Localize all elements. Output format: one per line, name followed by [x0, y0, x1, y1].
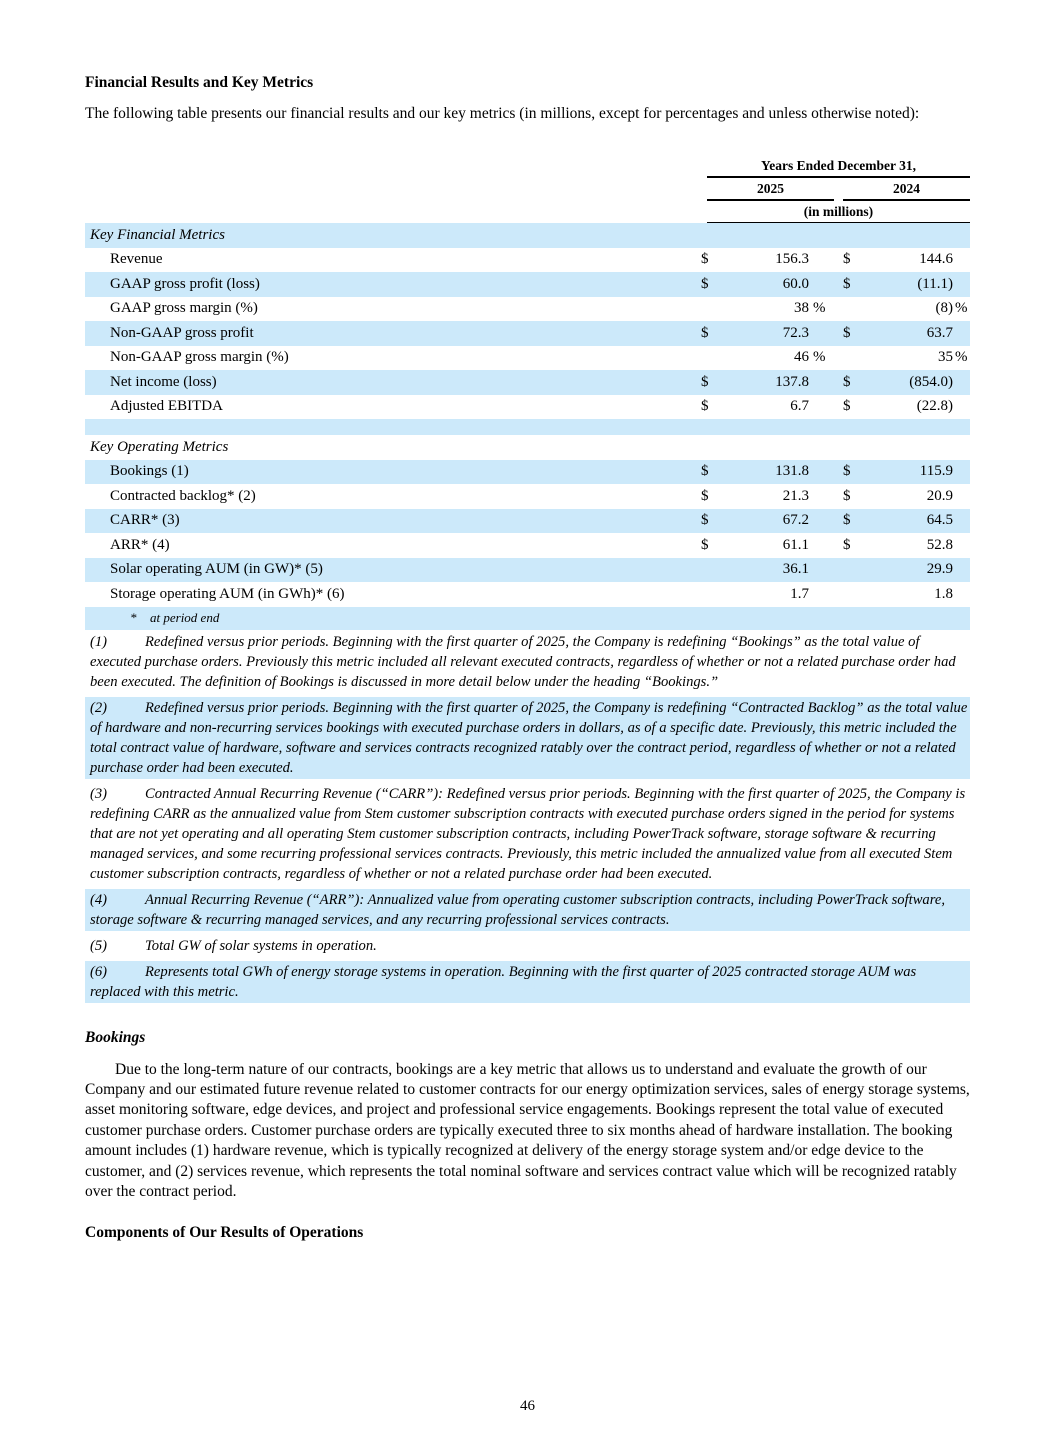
table-row	[85, 321, 970, 346]
row-label: Net income (loss)	[110, 373, 217, 390]
row-label: Revenue	[110, 251, 163, 268]
dollar-sign-2025: $	[701, 324, 709, 341]
row-label: Key Financial Metrics	[90, 226, 225, 243]
table-row	[85, 297, 970, 322]
footnote-asterisk: *	[130, 610, 137, 625]
value-2024: (22.8)	[916, 398, 953, 415]
dollar-sign-2024: $	[843, 536, 851, 553]
value-2025: 1.7	[790, 585, 809, 602]
footnote-number: (6)	[90, 963, 108, 980]
percent-sign-2024: %	[955, 300, 968, 317]
section-heading-bookings: Bookings	[85, 1028, 146, 1046]
dollar-sign-2025: $	[701, 536, 709, 553]
percent-sign-2024: %	[955, 349, 968, 366]
value-2024: (854.0)	[909, 373, 953, 390]
value-2024: 1.8	[934, 585, 953, 602]
footnote-text: Total GW of solar systems in operation.	[145, 937, 377, 954]
table-section-row	[85, 223, 970, 248]
dollar-sign-2025: $	[701, 398, 709, 415]
table-header	[707, 158, 970, 223]
dollar-sign-2025: $	[701, 373, 709, 390]
footnote-5	[85, 935, 970, 957]
table-row	[85, 582, 970, 607]
value-2025: 38	[794, 300, 809, 317]
value-2024: 52.8	[926, 536, 953, 553]
table-row	[85, 533, 970, 558]
row-label: Non-GAAP gross profit	[110, 324, 254, 341]
row-label: Storage operating AUM (in GWh)* (6)	[110, 585, 345, 602]
value-2025: 156.3	[775, 251, 809, 268]
footnote-text: Contracted Annual Recurring Revenue (“CARR”): Redefined versus prior periods. Beginning with the first quarter of 2025, the Company is redefining CARR as the annualized value from Stem customer subscription contracts with executed purchase orders signed in the period for systems that are not yet operating and all operating Stem customer subscription contracts, including PowerTrack software, storage software & recurring managed services, and some recurring professional services contracts. Previously, this metric included the annualized value from all executed Stem customer subscription contracts, regardless of whether or not a related purchase order had been executed.	[90, 785, 966, 882]
row-label: ARR* (4)	[110, 536, 170, 553]
row-label: Adjusted EBITDA	[110, 398, 223, 415]
row-label: GAAP gross profit (loss)	[110, 275, 260, 292]
footnote-number: (1)	[90, 633, 108, 650]
footnote-text: Represents total GWh of energy storage systems in operation. Beginning with the first quarter of 2025 contracted storage AUM was replaced with this metric.	[90, 963, 917, 1000]
section-heading-financial-results: Financial Results and Key Metrics	[85, 74, 314, 91]
document-page	[0, 74, 1055, 1414]
table-header-years-ended: Years Ended December 31,	[707, 158, 970, 178]
row-label: Bookings (1)	[110, 463, 189, 480]
footnote-6	[85, 961, 970, 1003]
footnote-3	[85, 783, 970, 885]
table-spacer-row	[85, 419, 970, 435]
footnote-number: (3)	[90, 785, 108, 802]
value-2024: 63.7	[926, 324, 953, 341]
dollar-sign-2024: $	[843, 251, 851, 268]
table-row	[85, 460, 970, 485]
table-header-col-2025: 2025	[707, 178, 834, 201]
value-2025: 137.8	[775, 373, 809, 390]
row-label: Non-GAAP gross margin (%)	[110, 349, 289, 366]
row-label: Solar operating AUM (in GW)* (5)	[110, 561, 323, 578]
footnote-number: (4)	[90, 891, 108, 908]
page-content	[0, 74, 1055, 1242]
footnote-number: (5)	[90, 937, 108, 954]
table-header-col-2024: 2024	[843, 178, 970, 201]
table-row	[85, 484, 970, 509]
table-note-row	[85, 607, 970, 630]
dollar-sign-2025: $	[701, 251, 709, 268]
table-header-gap	[834, 178, 843, 201]
dollar-sign-2025: $	[701, 275, 709, 292]
value-2024: 35	[938, 349, 953, 366]
value-2024: 144.6	[919, 251, 953, 268]
table-row	[85, 558, 970, 583]
footnotes	[85, 631, 970, 1003]
value-2025: 67.2	[782, 512, 809, 529]
row-label: Contracted backlog* (2)	[110, 487, 256, 504]
value-2025: 46	[794, 349, 809, 366]
value-2024: 20.9	[926, 487, 953, 504]
value-2025: 21.3	[782, 487, 809, 504]
value-2025: 72.3	[782, 324, 809, 341]
intro-paragraph: The following table presents our financial results and our key metrics (in millions, except for percentages and unless otherwise noted):	[85, 105, 920, 122]
percent-sign-2025: %	[813, 349, 826, 366]
value-2025: 6.7	[790, 398, 809, 415]
value-2025: 36.1	[782, 561, 809, 578]
table-row	[85, 346, 970, 371]
section-heading-components: Components of Our Results of Operations	[85, 1224, 364, 1242]
footnote-text: Redefined versus prior periods. Beginning with the first quarter of 2025, the Company is redefining “Contracted Backlog” as the total value of hardware and non-recurring services bookings with executed purchase orders in dollars, as of a specific date. Previously, this metric included the total contract value of hardware, software and services contracts recognized ratably over the contract period, regardless of whether or not a related purchase order had been executed.	[90, 699, 968, 776]
table-header-units: (in millions)	[707, 201, 970, 223]
dollar-sign-2024: $	[843, 324, 851, 341]
footnote-2	[85, 697, 970, 779]
footnote-1	[85, 631, 970, 693]
row-label: CARR* (3)	[110, 512, 180, 529]
dollar-sign-2024: $	[843, 512, 851, 529]
dollar-sign-2025: $	[701, 463, 709, 480]
dollar-sign-2024: $	[843, 463, 851, 480]
row-label: Key Operating Metrics	[90, 438, 229, 455]
dollar-sign-2025: $	[701, 512, 709, 529]
dollar-sign-2024: $	[843, 398, 851, 415]
table-row	[85, 272, 970, 297]
value-2024: 29.9	[926, 561, 953, 578]
footnote-text: Redefined versus prior periods. Beginning with the first quarter of 2025, the Company is redefining “Bookings” as the total value of executed purchase orders. Previously this metric included all relevant executed contracts, regardless of whether or not a related purchase order had been executed. The definition of Bookings is discussed in more detail below under the heading “Bookings.”	[90, 633, 956, 690]
note-label: at period end	[150, 610, 220, 625]
bookings-paragraph: Due to the long-term nature of our contracts, bookings are a key metric that allows us to understand and evaluate the growth of our Company and our estimated future revenue related to customer contracts for our energy optimization services, sales of energy storage systems, asset monitoring software, edge devices, and project and professional service engagements. Bookings represent the total value of executed customer purchase orders. Customer purchase orders are typically executed three to six months ahead of hardware installation. The booking amount includes (1) hardware revenue, which is typically recognized at delivery of the energy storage system and/or edge device to the customer, and (2) services revenue, which represents the total nominal software and services contract value which will be recognized ratably over the contract period.	[85, 1060, 970, 1200]
row-label: GAAP gross margin (%)	[110, 300, 258, 317]
table-row	[85, 395, 970, 420]
financial-metrics-table	[85, 158, 970, 630]
footnote-number: (2)	[90, 699, 108, 716]
value-2024: 115.9	[919, 463, 953, 480]
dollar-sign-2024: $	[843, 487, 851, 504]
value-2025: 61.1	[782, 536, 809, 553]
value-2024: (8)	[935, 300, 953, 317]
value-2024: (11.1)	[917, 275, 953, 292]
table-section-row	[85, 435, 970, 460]
footnote-4	[85, 889, 970, 931]
footnote-text: Annual Recurring Revenue (“ARR”): Annualized value from operating customer subscription contracts, including PowerTrack software, storage software & recurring managed services, and any recurring professional services contracts.	[90, 891, 945, 928]
page-number: 46	[520, 1398, 535, 1414]
dollar-sign-2024: $	[843, 275, 851, 292]
value-2025: 60.0	[782, 275, 809, 292]
table-header-year-row	[707, 178, 970, 201]
table-row	[85, 509, 970, 534]
table-row	[85, 370, 970, 395]
value-2025: 131.8	[775, 463, 809, 480]
value-2024: 64.5	[926, 512, 953, 529]
table-body	[85, 223, 970, 630]
table-row	[85, 248, 970, 273]
percent-sign-2025: %	[813, 300, 826, 317]
dollar-sign-2025: $	[701, 487, 709, 504]
dollar-sign-2024: $	[843, 373, 851, 390]
